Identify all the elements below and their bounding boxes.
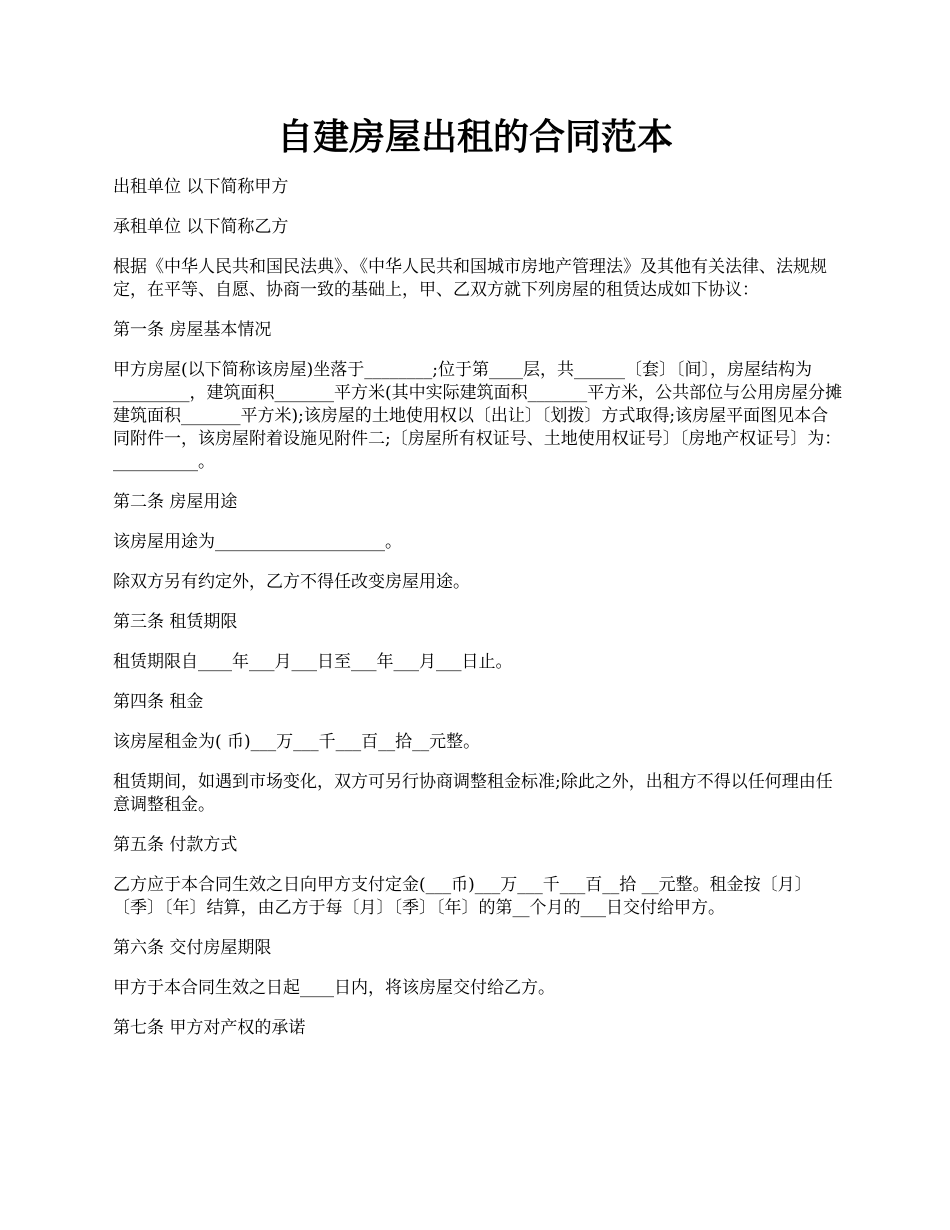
article-3-heading: 第三条 租赁期限: [113, 612, 238, 632]
paragraph-lessee: 承租单位 以下简称乙方: [113, 217, 289, 237]
article-5-heading: 第五条 付款方式: [113, 835, 238, 855]
article-2-note: 除双方另有约定外，乙方不得任改变房屋用途。: [113, 572, 470, 592]
article-6-body: 甲方于本合同生效之日起____日内，将该房屋交付给乙方。: [113, 978, 555, 998]
article-7-heading: 第七条 甲方对产权的承诺: [113, 1018, 306, 1038]
article-4-note: 租赁期间，如遇到市场变化，双方可另行协商调整租金标准;除此之外，出租方不得以任何理由任意调整租金。: [113, 772, 833, 815]
article-2-body: 该房屋用途为____________________。: [113, 532, 402, 552]
article-6-heading: 第六条 交付房屋期限: [113, 938, 272, 958]
article-2-heading: 第二条 房屋用途: [113, 492, 238, 512]
article-3-body: 租赁期限自____年___月___日至___年___月___日止。: [113, 652, 513, 672]
document-title: 自建房屋出租的合同范本: [276, 116, 673, 158]
document-body: [113, 176, 843, 1057]
article-5-body: 乙方应于本合同生效之日向甲方支付定金(___币)___万___千___百__拾 __元整。租金按〔月〕〔季〕〔年〕结算，由乙方于每〔月〕〔季〕〔年〕的第__个月的___日交付给甲方。: [113, 875, 812, 918]
paragraph-lessor: 出租单位 以下简称甲方: [113, 177, 289, 197]
article-1-body: 甲方房屋(以下简称该房屋)坐落于________;位于第____层，共______〔套〕〔间〕，房屋结构为_________，建筑面积_______平方米(其中实际建筑面积_______平方米，公共部位与公用房屋分摊建筑面积_______平方米);该房屋的土地使用权以〔出让〕〔划拨〕方式取得;该房屋平面图见本合同附件一，该房屋附着设施见附件二;〔房屋所有权证号、土地使用权证号〕〔房地产权证号〕为：__________。: [113, 360, 843, 472]
paragraph-preamble: 根据《中华人民共和国民法典》、《中华人民共和国城市房地产管理法》及其他有关法律、法规规定，在平等、自愿、协商一致的基础上，甲、乙双方就下列房屋的租赁达成如下协议：: [113, 257, 827, 300]
article-1-heading: 第一条 房屋基本情况: [113, 320, 272, 340]
article-4-heading: 第四条 租金: [113, 692, 204, 712]
article-4-body: 该房屋租金为( 币)___万___千___百__拾__元整。: [113, 732, 481, 752]
